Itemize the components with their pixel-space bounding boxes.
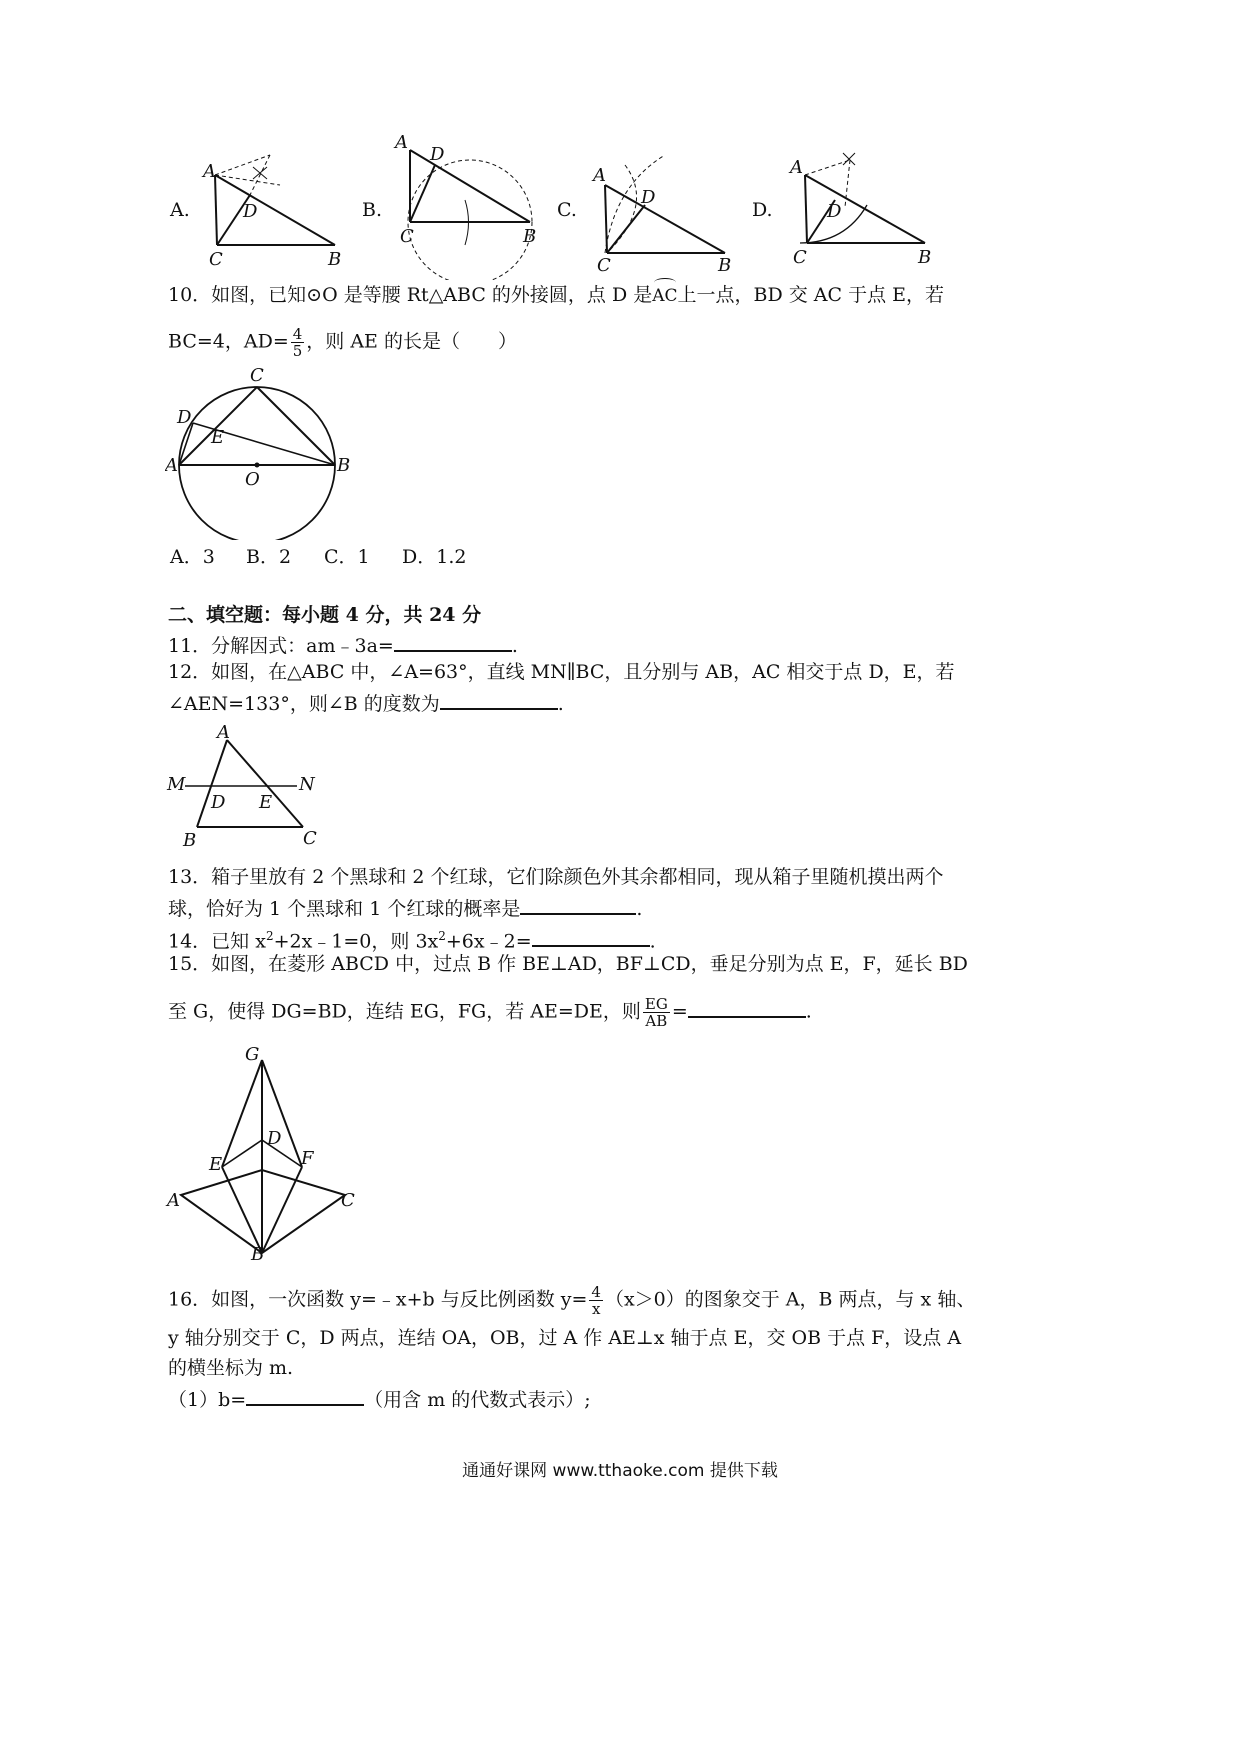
q10-arc-ac: AC (652, 286, 678, 306)
q9b-label-A: A (395, 132, 408, 153)
q9-option-c-label: C. (557, 199, 577, 221)
q14-end: . (649, 930, 656, 953)
q15-label-E: E (209, 1154, 223, 1175)
q10-line1 (168, 283, 944, 308)
q12-line1: 12．如图，在△ABC 中，∠A=63°，直线 MN∥BC，且分别与 AB，AC 相交于点 D，E，若 (168, 661, 955, 683)
q14-text-b: +2x﹣1=0，则 3x (273, 930, 439, 953)
q10-frac-den: 5 (292, 342, 303, 360)
q15-label-F: F (301, 1148, 314, 1169)
q9-option-a-label: A. (170, 199, 190, 221)
q10-choice-d: D．1.2 (402, 546, 467, 568)
q15-label-G: G (245, 1044, 260, 1065)
q16-sub1-answer-blank[interactable] (246, 1386, 364, 1406)
q10-label-E: E (211, 427, 225, 448)
q9-option-c-figure (585, 145, 750, 275)
q16-text-a: 16．如图，一次函数 y=﹣x+b 与反比例函数 y= (168, 1288, 588, 1311)
q10-line2 (168, 326, 517, 359)
q15-rhombus-figure (165, 1040, 365, 1260)
q10-line1-part-a: 10．如图，已知⊙O 是等腰 Rt△ABC 的外接圆，点 D 是 (168, 284, 653, 306)
q9c-label-A: A (593, 165, 606, 186)
q12-label-A: A (217, 722, 230, 743)
q16-line2: y 轴分别交于 C，D 两点，连结 OA，OB，过 A 作 AE⊥x 轴于点 E，交 OB 于点 F，设点 A (168, 1327, 962, 1349)
q15-frac-den: AB (645, 1012, 668, 1030)
q9-option-d-label: D. (752, 199, 773, 221)
q10-label-B: B (337, 455, 351, 476)
q15-answer-blank[interactable] (688, 998, 806, 1018)
q11-end: . (511, 635, 518, 657)
q10-label-D: D (177, 407, 192, 428)
q12-label-B: B (183, 830, 197, 850)
q12-triangle-figure (165, 722, 325, 850)
q9a-label-D: D (243, 201, 258, 222)
q9-option-b-label: B. (362, 199, 383, 221)
q14-text-a: 14．已知 x (168, 930, 266, 953)
q14-text-c: +6x﹣2= (445, 930, 532, 953)
q10-line2-part-a: BC=4，AD= (168, 330, 289, 353)
q16-frac-den: x (591, 1300, 601, 1318)
q16-sub1-text-b: （用含 m 的代数式表示）; (364, 1389, 591, 1411)
q13-end: . (636, 898, 643, 920)
q16-sub1-line (168, 1386, 591, 1412)
q9d-label-C: C (793, 247, 807, 268)
q15-fraction (643, 996, 670, 1029)
q13-text: 球，恰好为 1 个黑球和 1 个红球的概率是 (168, 898, 521, 920)
q12-end: . (557, 693, 564, 715)
q9a-label-B: B (328, 249, 342, 270)
q15-text-a: 至 G，使得 DG=BD，连结 EG，FG，若 AE=DE，则 (168, 1000, 641, 1023)
q10-label-C: C (250, 365, 264, 386)
q15-frac-num: EG (644, 995, 668, 1013)
q15-line1: 15．如图，在菱形 ABCD 中，过点 B 作 BE⊥AD，BF⊥CD，垂足分别为点 E，F，延长 BD (168, 953, 968, 975)
q10-frac-num: 4 (292, 325, 303, 343)
q15-label-D: D (267, 1128, 282, 1149)
q15-line2 (168, 996, 812, 1029)
q11-line (168, 632, 518, 658)
q16-line3: 的横坐标为 m. (168, 1357, 294, 1379)
q14-sup1: 2 (265, 929, 274, 943)
q12-label-N: N (299, 774, 315, 795)
q9b-label-D: D (430, 144, 445, 165)
q12-text: ∠AEN=133°，则∠B 的度数为 (168, 693, 440, 715)
section-2-title: 二、填空题：每小题 4 分，共 24 分 (168, 604, 482, 626)
q12-label-C: C (303, 828, 317, 849)
q14-line (168, 924, 656, 953)
q12-label-D: D (211, 792, 226, 813)
q15-label-A: A (167, 1190, 180, 1211)
q13-answer-blank[interactable] (520, 895, 636, 915)
q12-line2 (168, 690, 564, 716)
q9c-label-D: D (641, 187, 656, 208)
q9a-label-A: A (203, 161, 216, 182)
q9c-label-B: B (718, 255, 732, 275)
q10-line1-part-b: 上一点，BD 交 AC 于点 E，若 (677, 284, 945, 306)
q9d-label-D: D (827, 201, 842, 222)
q10-line2-part-b: ，则 AE 的长是（ ） (306, 330, 517, 353)
q16-text-b: （x＞0）的图象交于 A，B 两点，与 x 轴、 (604, 1288, 976, 1311)
q10-circle-figure (165, 365, 355, 540)
q10-label-A: A (165, 455, 178, 476)
q15-label-B: B (251, 1244, 265, 1260)
q15-text-b: = (671, 1000, 688, 1023)
q16-sub1-text-a: （1）b= (168, 1389, 247, 1411)
q9-option-b-figure (390, 130, 565, 280)
q10-choice-b: B．2 (246, 546, 292, 568)
q13-line2 (168, 895, 642, 921)
q12-label-E: E (259, 792, 273, 813)
q9-option-d-figure (785, 145, 950, 270)
q14-sup2: 2 (438, 929, 446, 943)
q10-choice-a: A．3 (170, 546, 215, 568)
q14-answer-blank[interactable] (532, 927, 650, 947)
q16-line1 (168, 1284, 975, 1317)
q10-label-O: O (245, 469, 260, 490)
q16-fraction (589, 1284, 603, 1317)
q12-answer-blank[interactable] (440, 690, 558, 710)
q15-label-C: C (341, 1190, 355, 1211)
q9b-label-B: B (523, 226, 537, 247)
q16-frac-num: 4 (591, 1283, 601, 1301)
q11-text: 11．分解因式：am﹣3a= (168, 635, 394, 657)
q10-fraction (291, 326, 305, 359)
q9-option-a-figure (195, 145, 360, 270)
q9d-label-A: A (790, 157, 803, 178)
q13-line1: 13．箱子里放有 2 个黑球和 2 个红球，它们除颜色外其余都相同，现从箱子里随机摸出两个 (168, 866, 944, 888)
q9a-label-C: C (209, 249, 223, 270)
q9b-label-C: C (400, 226, 414, 247)
q9d-label-B: B (918, 247, 932, 268)
q15-end: . (805, 1000, 812, 1023)
q9c-label-C: C (597, 255, 611, 275)
footer-text: 通通好课网 www.tthaoke.com 提供下载 (462, 1461, 778, 1481)
q10-choice-c: C．1 (324, 546, 370, 568)
q12-label-M: M (167, 774, 186, 795)
q11-answer-blank[interactable] (394, 632, 512, 652)
